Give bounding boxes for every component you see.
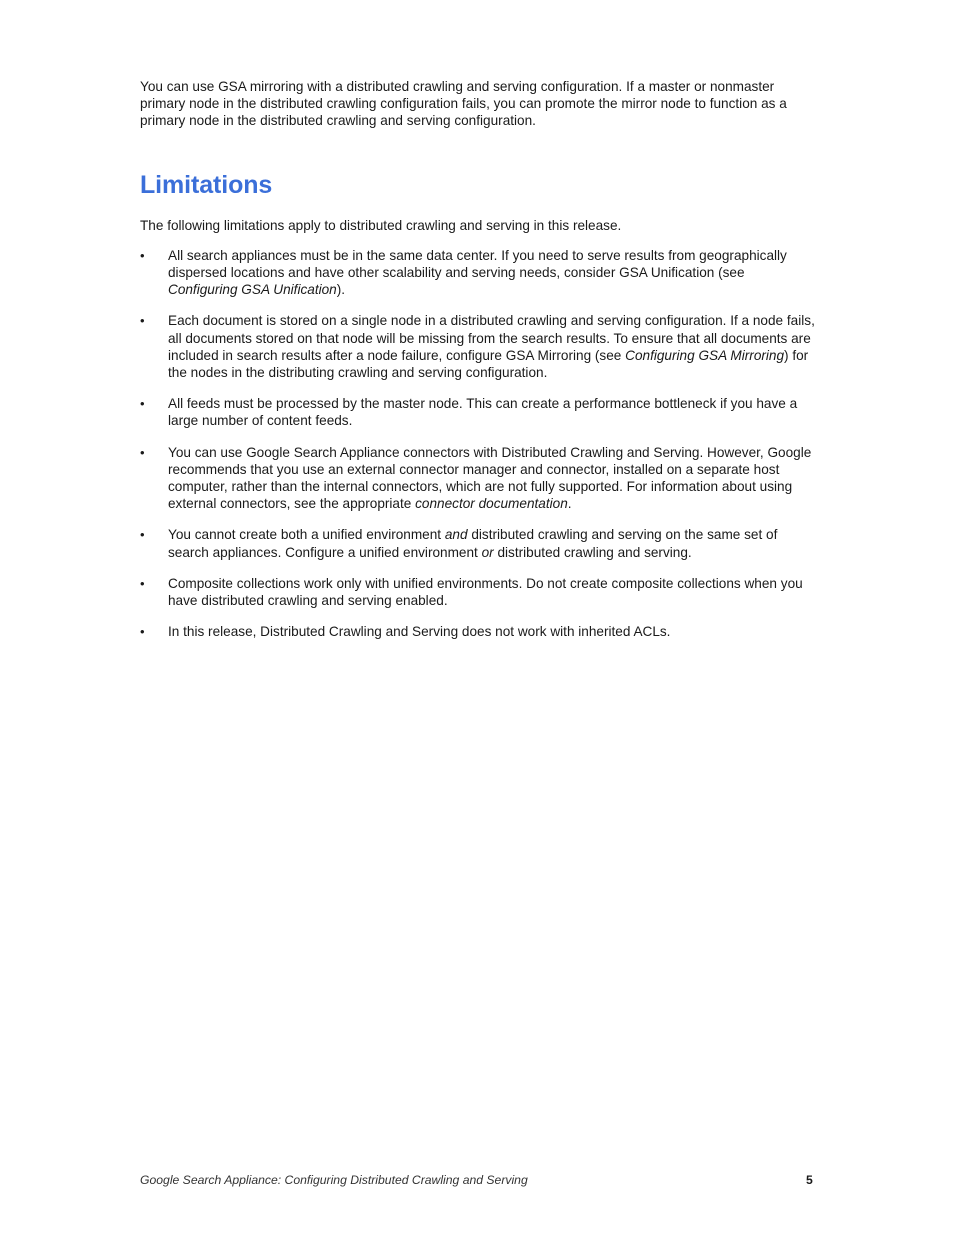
list-item [140, 312, 815, 381]
footer-document-title: Google Search Appliance: Configuring Distributed Crawling and Serving [140, 1173, 528, 1187]
list-item [140, 623, 815, 640]
list-item-text: distributed crawling and serving. [493, 544, 692, 560]
list-item-text: distributed crawling and serving on the same set of search appliances. Configure a unified environment [168, 527, 778, 560]
list-item [140, 526, 815, 560]
list-item-text: In this release, Distributed Crawling and Serving does not work with inherited ACLs. [168, 624, 671, 640]
bullet-icon: • [140, 444, 145, 460]
list-item-emphasis: Configuring GSA Unification [168, 282, 337, 298]
list-item-text: All search appliances must be in the same data center. If you need to serve results from geographically dispersed locations and have other scalability and serving needs, consider GSA Unification (see [168, 247, 787, 281]
bullet-icon: • [140, 396, 145, 412]
footer-page-number: 5 [806, 1173, 813, 1187]
limitations-list [140, 247, 815, 641]
list-item-emphasis: Configuring GSA Mirroring [625, 347, 785, 363]
bullet-icon: • [140, 313, 145, 329]
list-item-text: ). [336, 282, 346, 298]
list-item-emphasis: or [481, 544, 494, 560]
list-item-text: Composite collections work only with unified environments. Do not create composite collections when you have distributed crawling and serving enabled. [168, 575, 803, 609]
section-heading: Limitations [140, 170, 273, 199]
list-item-text: ) for the nodes in the distributing crawling and serving configuration. [168, 347, 809, 381]
list-item [140, 575, 815, 609]
list-item [140, 247, 815, 299]
list-item-emphasis: and [444, 527, 468, 543]
document-body [140, 78, 815, 654]
intro-paragraph: You can use GSA mirroring with a distributed crawling and serving configuration. If a master or nonmaster primary node in the distributed crawling configuration fails, you can promote the mirror node to function as a primary node in the distributed crawling and serving configuration. [140, 79, 787, 129]
list-item-text: All feeds must be processed by the master node. This can create a performance bottleneck if you have a large number of content feeds. [168, 396, 798, 429]
list-item [140, 395, 815, 429]
bullet-icon: • [140, 575, 145, 591]
bullet-icon: • [140, 247, 145, 263]
section-lead-paragraph: The following limitations apply to distributed crawling and serving in this release. [140, 217, 622, 233]
list-item-text: You can use Google Search Appliance connectors with Distributed Crawling and Serving. However, Google recommends that you use an external connector manager and connector, installed on a separate host computer, rather than the internal connectors, which are not fully supported. For information about using external connectors, see the appropriate [168, 444, 812, 512]
list-item-text: You cannot create both a unified environment [168, 527, 445, 543]
list-item [140, 444, 815, 513]
list-item-text: Each document is stored on a single node in a distributed crawling and serving configuration. If a node fails, all documents stored on that node will be missing from the search results. To ensure that all documents are included in search results after a node failure, configure GSA Mirroring (see [168, 313, 815, 363]
bullet-icon: • [140, 624, 145, 640]
list-item-text: . [567, 496, 572, 512]
list-item-emphasis: connector documentation [415, 496, 568, 512]
bullet-icon: • [140, 527, 145, 543]
